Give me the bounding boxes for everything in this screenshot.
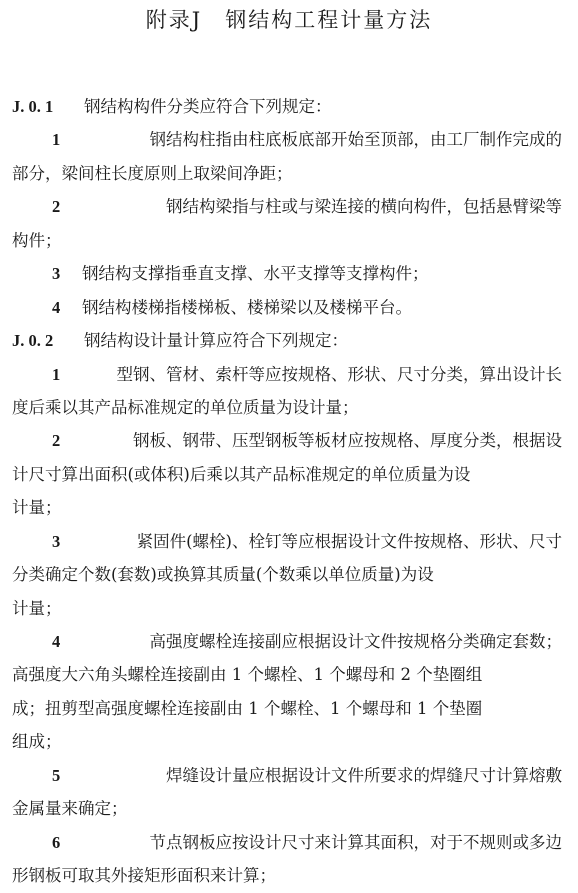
j01-item2-line1: [12, 190, 562, 223]
item-text: 钢结构梁指与柱或与梁连接的横向构件，包括悬臂梁等: [166, 197, 562, 217]
j02-item4-line1: [12, 625, 562, 658]
j02-item6-line1: [12, 826, 562, 859]
j02-item3-line3: 计量；: [12, 598, 62, 618]
j02-item2-line1: [12, 424, 562, 457]
item-text: 焊缝设计量应根据设计文件所要求的焊缝尺寸计算熔敷: [166, 765, 562, 785]
j02-item6-line2: 形钢板可取其外接矩形面积来计算；: [12, 866, 276, 886]
item-text: 紧固件(螺栓)、栓钉等应根据设计文件按规格、形状、尺寸: [136, 531, 562, 551]
j02-item1-line1: [12, 358, 562, 391]
document-body: [12, 90, 562, 893]
item-text: 高强度螺栓连接副应根据设计文件按规格分类确定套数；: [149, 632, 562, 651]
item-text: 节点钢板应按设计尺寸来计算其面积，对于不规则或多边: [149, 832, 562, 852]
j02-item4-line3: 成；扭剪型高强度螺栓连接副由 1 个螺栓、1 个螺母和 1 个垫圈: [12, 698, 483, 718]
item-number: 3: [52, 531, 61, 551]
clause-text: 钢结构构件分类应符合下列规定：: [84, 97, 332, 116]
j01-item2-line2: 构件；: [12, 230, 62, 250]
item-number: 2: [52, 197, 61, 217]
j01-item4-line1: [12, 291, 562, 324]
j01-item3-line1: [12, 257, 562, 290]
j02-item4-line2: 高强度大六角头螺栓连接副由 1 个螺栓、1 个螺母和 2 个垫圈组: [12, 665, 483, 685]
j02-item5-line1: [12, 759, 562, 792]
item-number: 5: [52, 765, 61, 785]
j01-item1-line1: [12, 123, 562, 156]
item-number: 2: [52, 431, 61, 451]
item-text: 钢结构支撑指垂直支撑、水平支撑等支撑构件；: [82, 264, 429, 284]
page-title: 附录J 钢结构工程计量方法: [145, 8, 433, 32]
j02-item3-line1: [12, 525, 562, 558]
item-number: 4: [52, 632, 61, 651]
j02-item2-line3: 计量；: [12, 498, 62, 518]
item-text: 型钢、管材、索杆等应按规格、形状、尺寸分类，算出设计长: [116, 364, 562, 384]
clause-j01-heading: [12, 90, 562, 123]
item-number: 1: [52, 130, 61, 150]
j02-item4-line4: 组成；: [12, 732, 62, 752]
j02-item2-line2: 计尺寸算出面积(或体积)后乘以其产品标准规定的单位质量为设: [12, 464, 471, 484]
item-number: 4: [52, 297, 61, 317]
clause-number: J. 0. 2: [12, 331, 54, 351]
j01-item1-line2: 部分，梁间柱长度原则上取梁间净距；: [12, 163, 293, 183]
item-text: 钢结构柱指由柱底板底部开始至顶部，由工厂制作完成的: [149, 130, 562, 150]
j02-item1-line2: 度后乘以其产品标准规定的单位质量为设计量；: [12, 397, 359, 417]
item-text: 钢结构楼梯指楼梯板、楼梯梁以及楼梯平台。: [82, 297, 412, 317]
item-number: 6: [52, 832, 61, 852]
clause-number: J. 0. 1: [12, 97, 54, 116]
clause-j02-heading: [12, 324, 562, 357]
clause-text: 钢结构设计量计算应符合下列规定：: [84, 331, 348, 351]
item-number: 3: [52, 264, 61, 284]
item-number: 1: [52, 364, 61, 384]
j02-item3-line2: 分类确定个数(套数)或换算其质量(个数乘以单位质量)为设: [12, 565, 434, 585]
item-text: 钢板、钢带、压型钢板等板材应按规格、厚度分类，根据设: [133, 431, 562, 451]
j02-item5-line2: 金属量来确定；: [12, 799, 128, 819]
